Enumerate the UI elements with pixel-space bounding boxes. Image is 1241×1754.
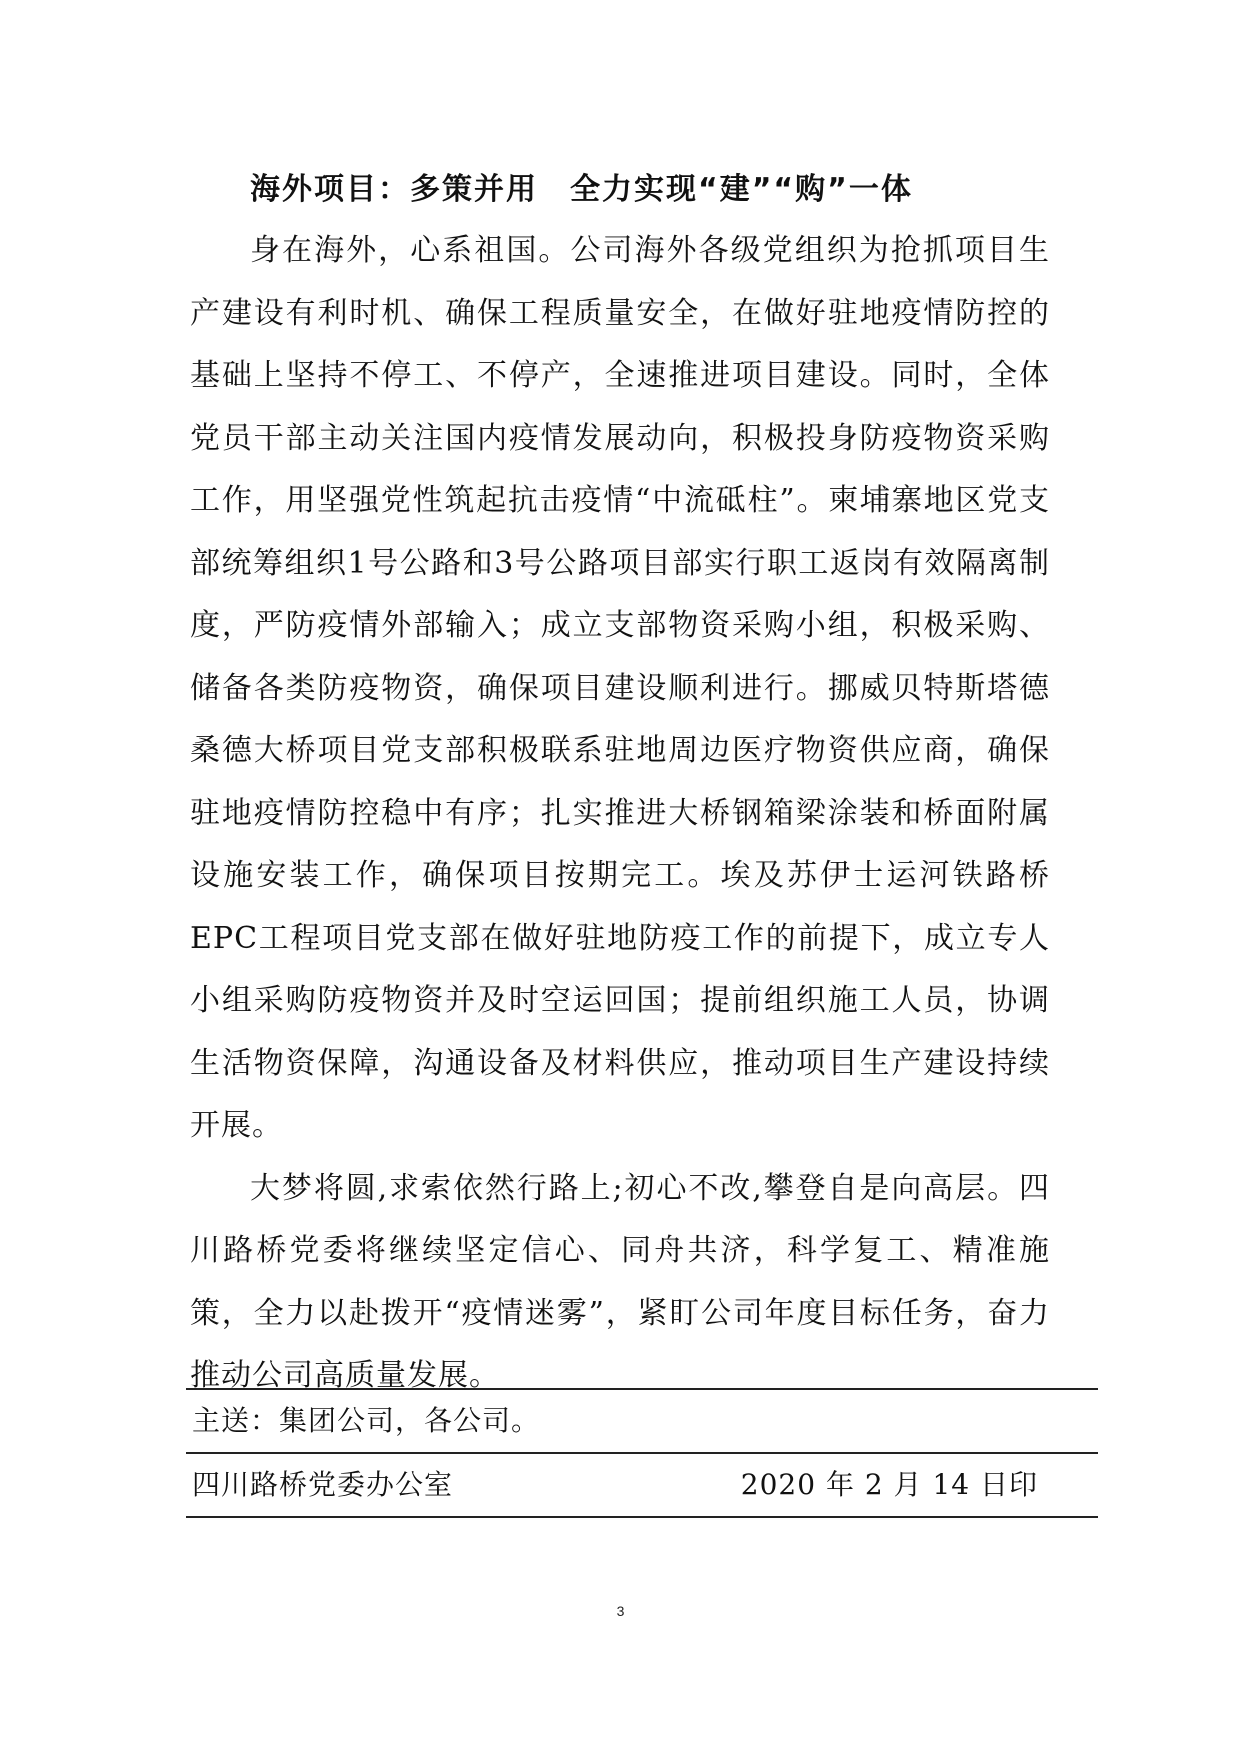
- paragraph-overseas-projects: 身在海外，心系祖国。公司海外各级党组织为抢抓项目生产建设有利时机、确保工程质量安全，在做好驻地疫情防控的基础上坚持不停工、不停产，全速推进项目建设。同时，全体党员干部主动关注国内疫情发展动向，积极投身防疫物资采购工作，用坚强党性筑起抗击疫情“中流砥柱”。柬埔寨地区党支部统筹组织1号公路和3号公路项目部实行职工返岗有效隔离制度，严防疫情外部输入；成立支部物资采购小组，积极采购、储备各类防疫物资，确保项目建设顺利进行。挪威贝特斯塔德桑德大桥项目党支部积极联系驻地周边医疗物资供应商，确保驻地疫情防控稳中有序；扎实推进大桥钢箱梁涂装和桥面附属设施安装工作，确保项目按期完工。埃及苏伊士运河铁路桥EPC工程项目党支部在做好驻地防疫工作的前提下，成立专人小组采购防疫物资并及时空运回国；提前组织施工人员，协调生活物资保障，沟通设备及材料供应，推动项目生产建设持续开展。: [190, 233, 1050, 1143]
- document-footer: [186, 1388, 1098, 1518]
- document-body: [190, 160, 1050, 1408]
- issuer-text: 四川路桥党委办公室: [192, 1468, 454, 1501]
- paragraph-closing: 大梦将圆,求索依然行路上;初心不改,攀登自是向高层。四川路桥党委将继续坚定信心、同舟共济，科学复工、精准施策，全力以赴拨开“疫情迷雾”，紧盯公司年度目标任务，奋力推动公司高质量发展。: [190, 1170, 1050, 1393]
- page-number: 3: [616, 1603, 625, 1619]
- issuer-row: [186, 1454, 1098, 1516]
- distribution-text: 主送：集团公司，各公司。: [192, 1404, 541, 1437]
- distribution-row: [186, 1390, 1098, 1452]
- section-title: 海外项目：多策并用 全力实现“建”“购”一体: [250, 172, 913, 207]
- print-date: 2020 年 2 月 14 日印: [740, 1468, 1038, 1501]
- footer-bottom-rule: [186, 1516, 1098, 1518]
